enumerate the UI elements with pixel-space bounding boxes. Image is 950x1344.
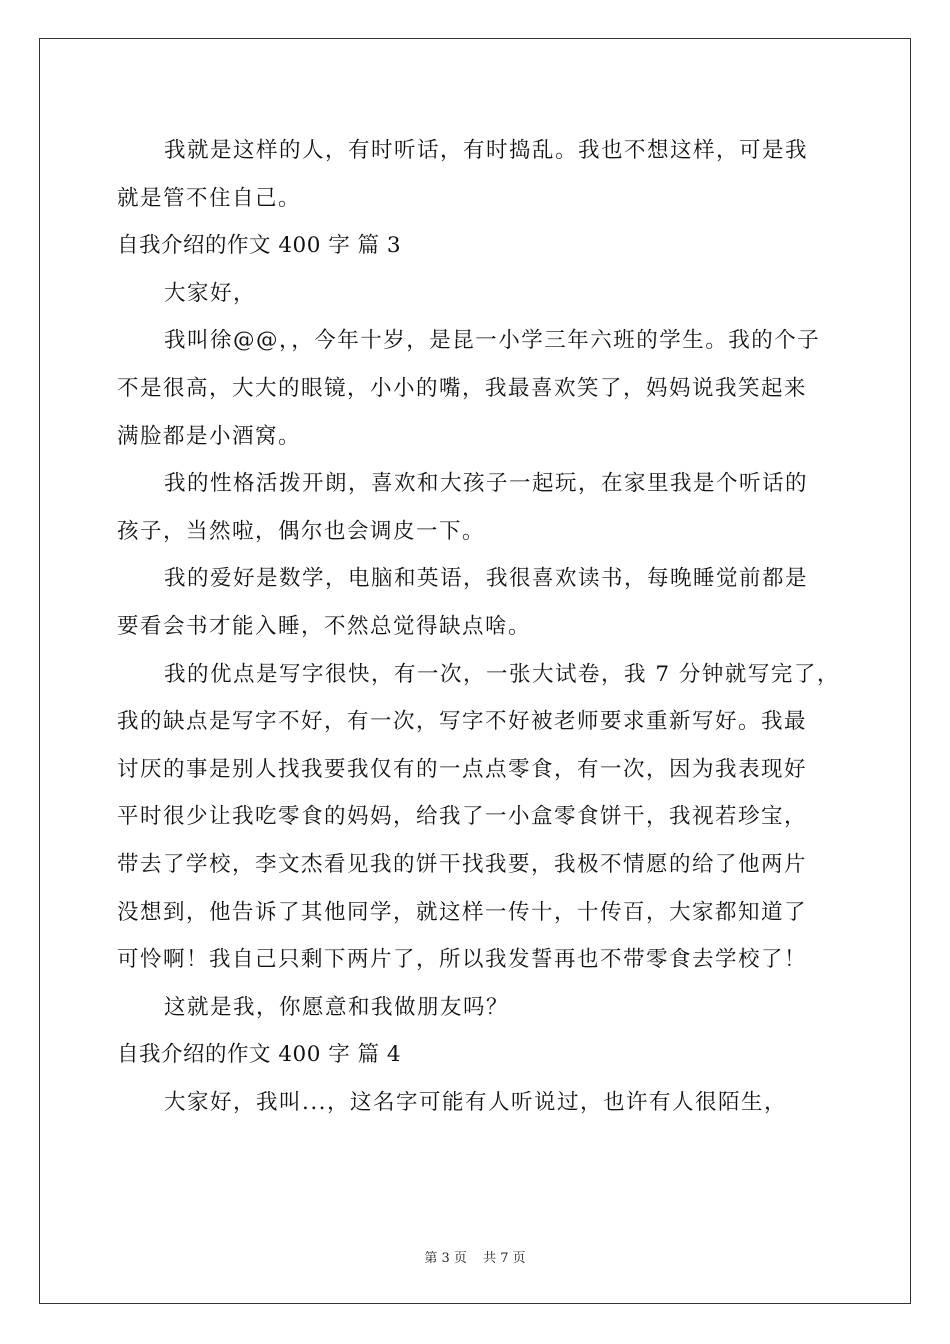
document-body — [117, 127, 840, 1126]
text-line: 我就是这样的人，有时听话，有时捣乱。我也不想这样，可是我 — [164, 138, 809, 163]
text-line: 带去了学校，李文杰看见我的饼干找我要，我极不情愿的给了他两片 — [117, 851, 808, 877]
text-line: 大家好，我叫...，这名字可能有人听说过，也许有人很陌生， — [164, 1089, 788, 1115]
text-line: 没想到，他告诉了其他同学，就这样一传十，十传百，大家都知道了 — [117, 899, 808, 925]
page-footer — [0, 1247, 950, 1266]
text-line: 不是很高，大大的眼镜，小小的嘴，我最喜欢笑了，妈妈说我笑起来 — [117, 375, 808, 401]
section-heading: 自我介绍的作文 400 字 篇 4 — [117, 1042, 402, 1068]
text-line: 我的缺点是写字不好，有一次，写字不好被老师要求重新写好。我最 — [117, 709, 808, 735]
text-line: 满脸都是小酒窝。 — [117, 423, 302, 449]
text-line: 这就是我，你愿意和我做朋友吗？ — [164, 994, 510, 1020]
page-number-total: 共 7 页 — [483, 1251, 526, 1266]
section-heading: 自我介绍的作文 400 字 篇 3 — [117, 233, 402, 259]
text-line: 平时很少让我吃零食的妈妈，给我了一小盒零食饼干，我视若珍宝， — [117, 804, 808, 830]
text-line: 要看会书才能入睡，不然总觉得缺点啥。 — [117, 613, 532, 639]
page-number-current: 第 3 页 — [424, 1251, 467, 1266]
text-line: 孩子，当然啦，偶尔也会调皮一下。 — [117, 518, 486, 544]
text-line: 我的爱好是数学，电脑和英语，我很喜欢读书，每晚睡觉前都是 — [164, 566, 809, 592]
text-line: 讨厌的事是别人找我要我仅有的一点点零食，有一次，因为我表现好 — [117, 756, 808, 782]
text-line: 我叫徐@@，，今年十岁，是昆一小学三年六班的学生。我的个子 — [164, 328, 821, 354]
text-line: 可怜啊！我自己只剩下两片了，所以我发誓再也不带零食去学校了！ — [117, 947, 808, 973]
text-line: 就是管不住自己。 — [117, 185, 302, 211]
text-line: 我的性格活拨开朗，喜欢和大孩子一起玩，在家里我是个听话的 — [164, 471, 809, 497]
text-line: 大家好， — [164, 280, 257, 306]
text-line: 我的优点是写字很快，有一次，一张大试卷，我 7 分钟就写完了， — [164, 661, 840, 687]
